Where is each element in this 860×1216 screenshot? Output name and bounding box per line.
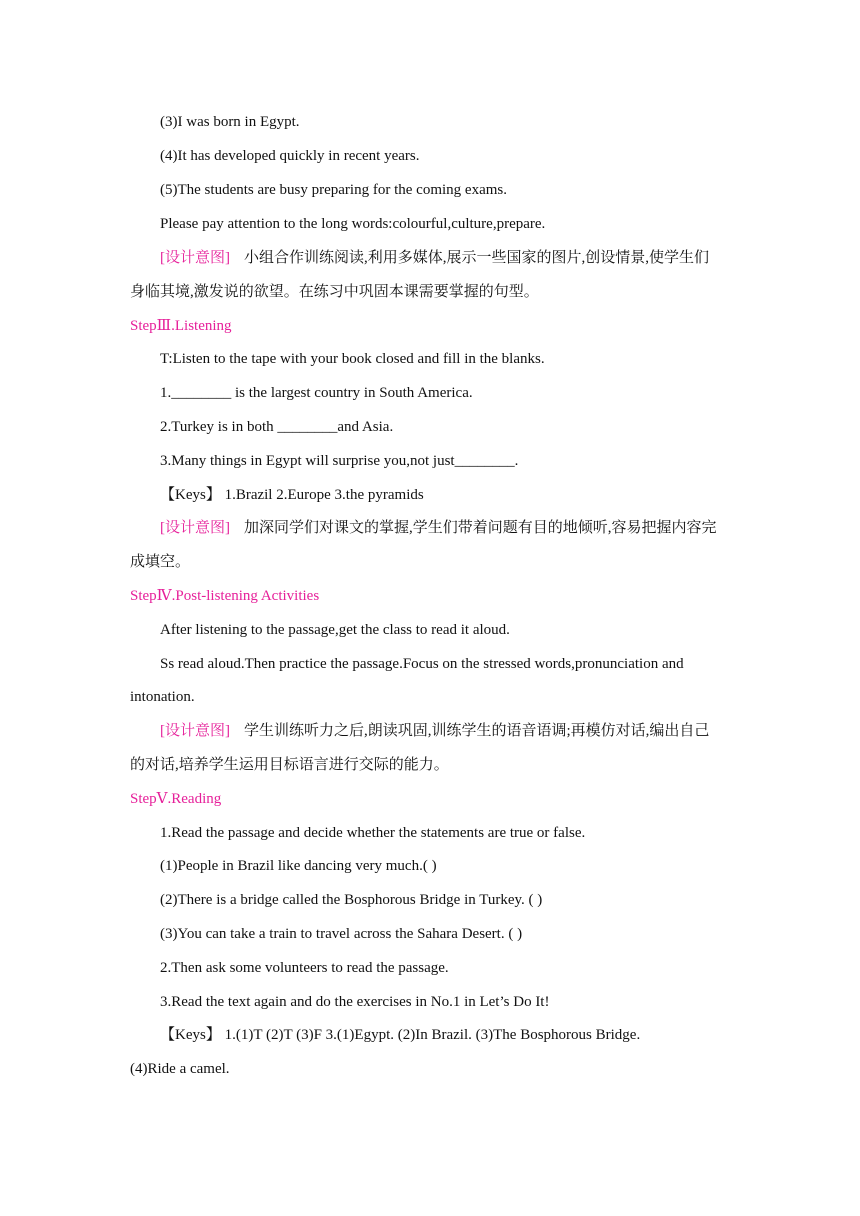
- text-line: (4)It has developed quickly in recent years.: [160, 148, 420, 164]
- design-intent-text: 小组合作训练阅读,利用多媒体,展示一些国家的图片,创设情景,使学生们: [244, 250, 710, 266]
- text-line: 2.Then ask some volunteers to read the passage.: [160, 960, 449, 976]
- design-intent-tag: [设计意图]: [160, 520, 230, 536]
- text-line: 3.Read the text again and do the exercises in No.1 in Let’s Do It!: [160, 994, 550, 1010]
- design-intent-text: 学生训练听力之后,朗读巩固,训练学生的语音语调;再模仿对话,编出自己: [244, 723, 710, 739]
- design-intent-paragraph: [160, 518, 760, 538]
- text-line: 1.________ is the largest country in South America.: [160, 385, 473, 401]
- design-intent-tag: [设计意图]: [160, 723, 230, 739]
- keys-line: 【Keys】 1.Brazil 2.Europe 3.the pyramids: [160, 487, 424, 503]
- text-line: intonation.: [130, 689, 195, 705]
- design-intent-paragraph: [160, 721, 760, 741]
- text-line: (5)The students are busy preparing for the coming exams.: [160, 182, 507, 198]
- keys-line: 【Keys】 1.(1)T (2)T (3)F 3.(1)Egypt. (2)In Brazil. (3)The Bosphorous Bridge.: [160, 1027, 641, 1043]
- text-line: (2)There is a bridge called the Bosphorous Bridge in Turkey. ( ): [160, 892, 543, 908]
- text-line: 成填空。: [130, 554, 191, 570]
- text-line: T:Listen to the tape with your book closed and fill in the blanks.: [160, 351, 545, 367]
- step-heading: StepⅢ.Listening: [130, 318, 232, 334]
- text-line: After listening to the passage,get the class to read it aloud.: [160, 622, 510, 638]
- design-intent-paragraph: [160, 248, 760, 268]
- text-line: 1.Read the passage and decide whether the statements are true or false.: [160, 825, 586, 841]
- text-line: 3.Many things in Egypt will surprise you,not just________.: [160, 453, 519, 469]
- step-heading: StepⅤ.Reading: [130, 791, 222, 807]
- design-intent-text: 加深同学们对课文的掌握,学生们带着问题有目的地倾听,容易把握内容完: [244, 520, 717, 536]
- design-intent-tag: [设计意图]: [160, 250, 230, 266]
- step-heading: StepⅣ.Post-listening Activities: [130, 588, 320, 604]
- text-line: (3)I was born in Egypt.: [160, 114, 300, 130]
- text-line: Please pay attention to the long words:colourful,culture,prepare.: [160, 216, 546, 232]
- text-line: 2.Turkey is in both ________and Asia.: [160, 419, 394, 435]
- text-line: (4)Ride a camel.: [130, 1061, 230, 1077]
- text-line: 身临其境,激发说的欲望。在练习中巩固本课需要掌握的句型。: [130, 284, 539, 300]
- text-line: 的对话,培养学生运用目标语言进行交际的能力。: [130, 757, 449, 773]
- text-line: (3)You can take a train to travel across the Sahara Desert. ( ): [160, 926, 523, 942]
- text-line: Ss read aloud.Then practice the passage.Focus on the stressed words,pronunciation and: [160, 656, 684, 672]
- text-line: (1)People in Brazil like dancing very much.( ): [160, 858, 437, 874]
